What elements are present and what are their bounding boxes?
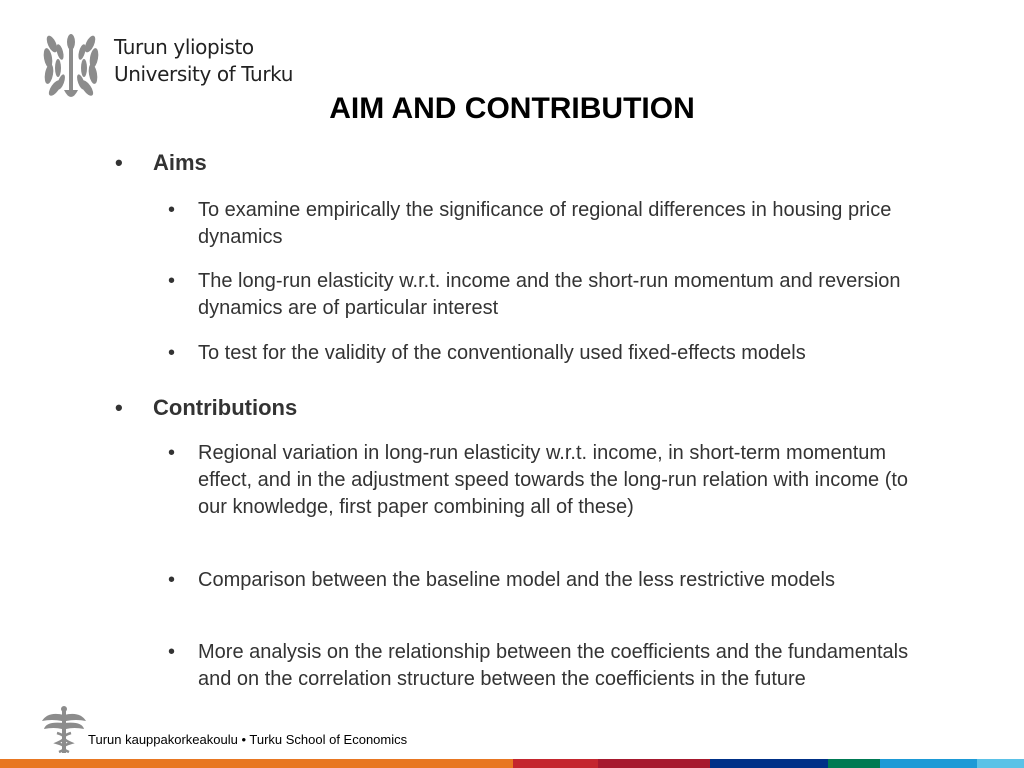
footer-text: Turun kauppakorkeakoulu • Turku School of Economics [88,732,408,747]
stripe-segment-navy [710,759,828,768]
logo-line-english: University of Turku [114,62,294,86]
list-item-text: To examine empirically the significance of regional differences in housing price dynamics [198,199,892,248]
list-item-text: Comparison between the baseline model and the less restrictive models [198,569,836,591]
list-item-text: Regional variation in long-run elasticity w.r.t. income, in short-term momentum effect, and in the adjustment speed towards the long-run relation with income (to our knowledge, first paper combining all of these) [198,442,909,518]
bullet: • [168,342,176,364]
list-item [168,268,918,322]
bullet: • [168,270,176,292]
list-item [168,197,918,251]
stripe-segment-crimson [598,759,710,768]
section-heading-text: Aims [153,150,207,175]
bullet: • [168,199,176,221]
list-item [168,567,918,594]
stripe-segment-blue [880,759,977,768]
list-item [168,340,918,367]
slide-title: AIM AND CONTRIBUTION [329,92,695,125]
bullet: • [115,150,123,175]
stripe-segment-light-blue [977,759,1024,768]
bullet: • [115,395,123,420]
brand-color-stripe [0,759,1024,768]
list-item-text: To test for the validity of the conventionally used fixed-effects models [198,342,806,364]
logo-line-finnish: Turun yliopisto [114,35,254,59]
stripe-segment-orange [0,759,513,768]
caduceus-emblem-icon [40,705,88,755]
section-heading-text: Contributions [153,395,298,420]
bullet: • [168,442,176,464]
list-item [168,440,918,521]
stripe-segment-red [513,759,598,768]
list-item-text: The long-run elasticity w.r.t. income and the short-run momentum and reversion dynamics are of particular interest [198,270,901,319]
stripe-segment-green [828,759,880,768]
list-item-text: More analysis on the relationship between the coefficients and the fundamentals and on the correlation structure between the coefficients in the future [198,641,909,690]
list-item [168,639,918,693]
bullet: • [168,569,176,591]
bullet: • [168,641,176,663]
